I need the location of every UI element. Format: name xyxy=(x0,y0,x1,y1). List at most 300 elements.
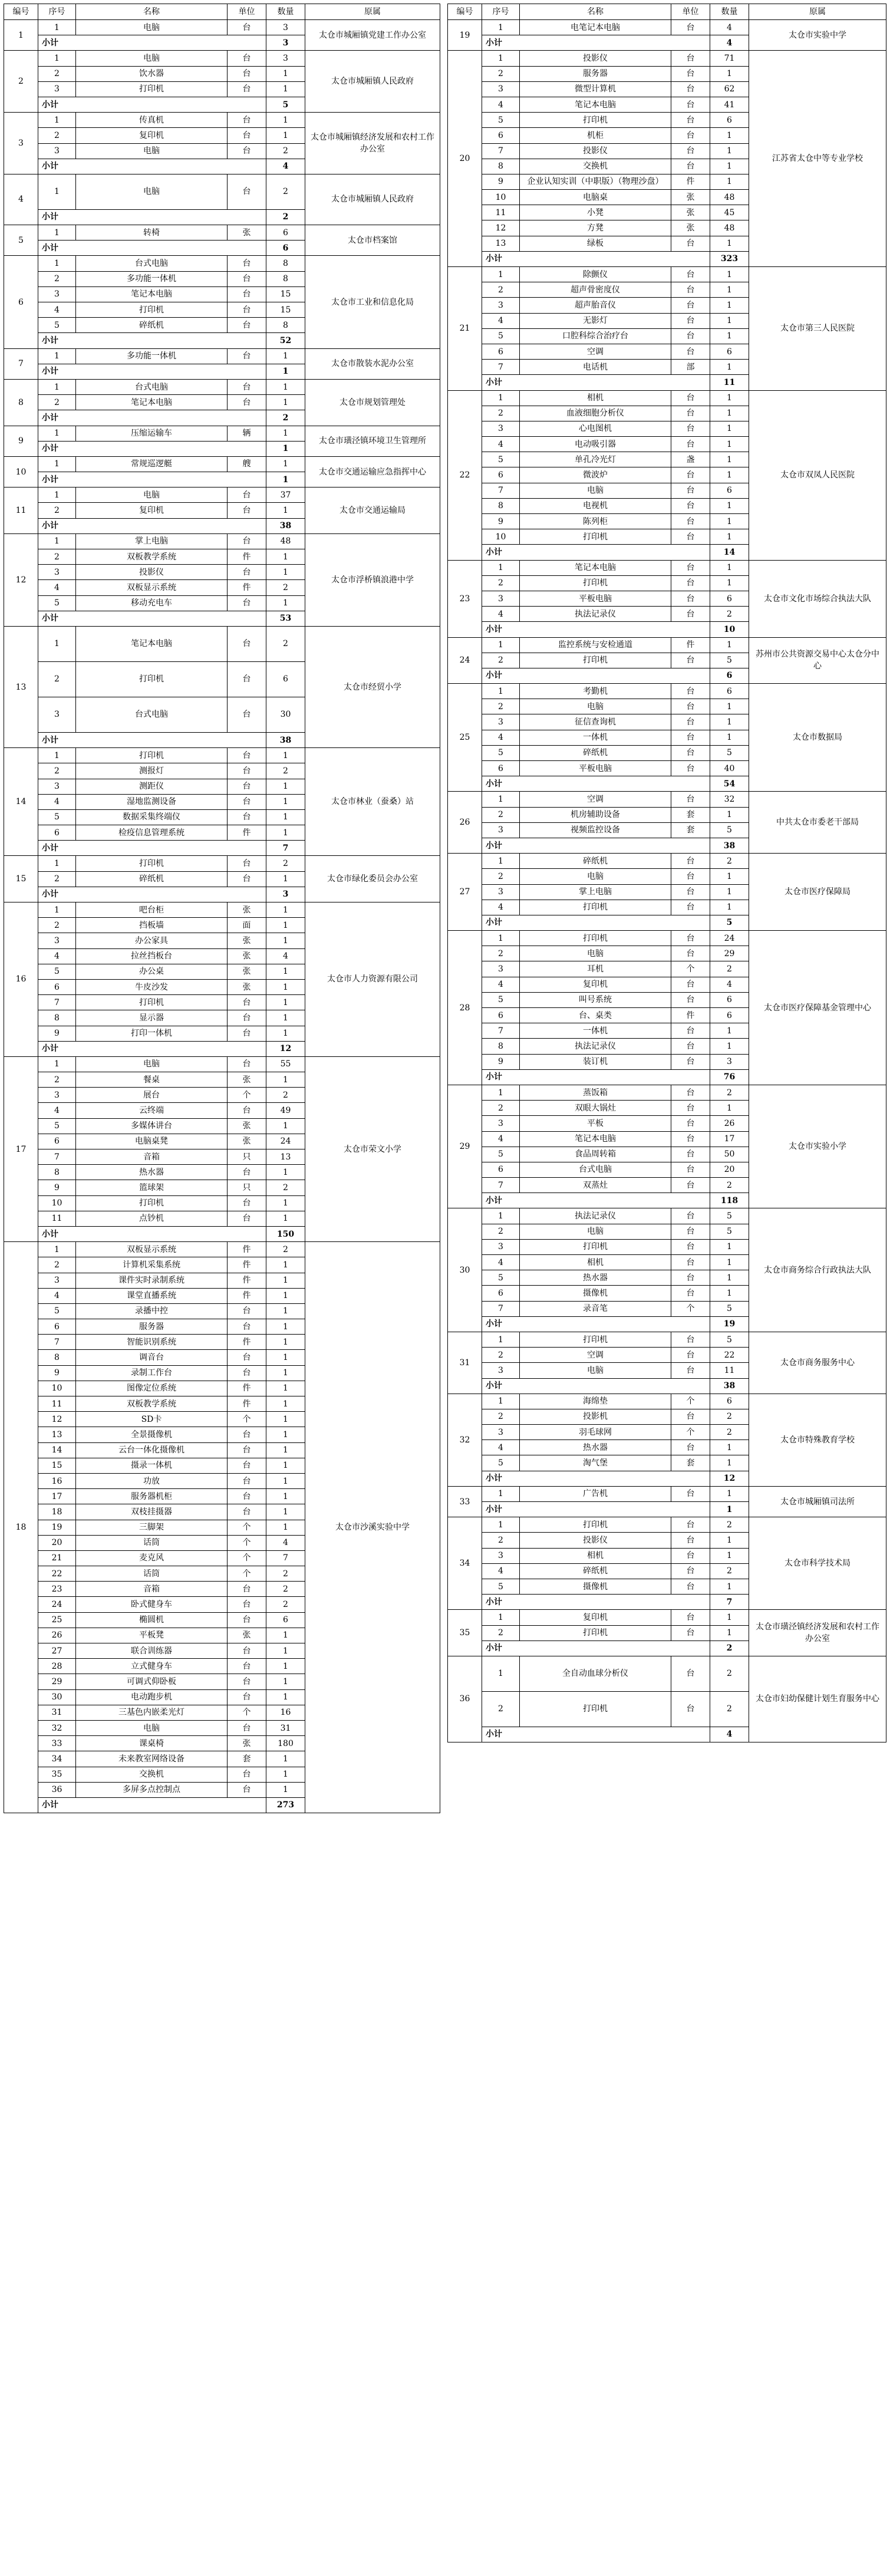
item-unit: 台 xyxy=(671,884,710,900)
item-qty: 37 xyxy=(266,487,305,503)
item-name: 湿地监测设备 xyxy=(76,794,228,809)
item-qty: 48 xyxy=(266,533,305,549)
item-seq: 6 xyxy=(482,467,520,483)
item-unit: 台 xyxy=(671,869,710,884)
item-name: 相机 xyxy=(520,1255,671,1270)
item-qty: 2 xyxy=(710,854,749,869)
item-seq: 7 xyxy=(482,360,520,375)
item-seq: 33 xyxy=(38,1736,76,1751)
item-unit: 台 xyxy=(228,286,266,302)
item-name: 音箱 xyxy=(76,1582,228,1597)
table-row xyxy=(4,856,440,871)
item-unit: 台 xyxy=(671,20,710,35)
col-no-header: 编号 xyxy=(448,4,482,20)
item-qty: 2 xyxy=(266,1180,305,1195)
item-name: 碎纸机 xyxy=(520,1563,671,1579)
item-seq: 1 xyxy=(482,390,520,406)
item-name: 挡板墙 xyxy=(76,918,228,933)
item-unit: 件 xyxy=(228,1335,266,1350)
item-seq: 4 xyxy=(482,1563,520,1579)
item-unit: 台 xyxy=(228,565,266,580)
item-seq: 1 xyxy=(38,348,76,364)
col-qty-header: 数量 xyxy=(710,4,749,20)
item-unit: 台 xyxy=(228,66,266,81)
item-qty: 1 xyxy=(266,565,305,580)
group-number: 24 xyxy=(448,637,482,684)
asset-table-right xyxy=(447,4,886,1742)
item-qty: 2 xyxy=(266,580,305,595)
item-unit: 台 xyxy=(671,1239,710,1254)
item-seq: 5 xyxy=(38,318,76,333)
item-qty: 1 xyxy=(710,1548,749,1563)
item-qty: 1 xyxy=(710,1039,749,1054)
item-name: 一体机 xyxy=(520,1023,671,1039)
item-qty: 5 xyxy=(710,745,749,760)
subtotal-label: 小计 xyxy=(38,364,266,379)
subtotal-label: 小计 xyxy=(38,1226,266,1241)
item-qty: 1 xyxy=(710,884,749,900)
item-seq: 18 xyxy=(38,1504,76,1520)
item-unit: 台 xyxy=(671,1224,710,1239)
item-name: 餐桌 xyxy=(76,1072,228,1088)
item-unit: 台 xyxy=(671,745,710,760)
item-unit: 台 xyxy=(671,560,710,575)
asset-table-left xyxy=(4,4,440,1813)
item-seq: 7 xyxy=(482,143,520,159)
item-unit: 台 xyxy=(228,626,266,661)
item-name: 打印机 xyxy=(76,81,228,97)
subtotal-label: 小计 xyxy=(38,887,266,902)
item-unit: 台 xyxy=(671,313,710,328)
item-name: 碎纸机 xyxy=(520,745,671,760)
item-qty: 2 xyxy=(266,1242,305,1257)
item-qty: 1 xyxy=(710,1610,749,1625)
subtotal-qty: 10 xyxy=(710,622,749,637)
item-name: 复印机 xyxy=(76,503,228,518)
item-seq: 8 xyxy=(482,1039,520,1054)
item-name: 联合训练器 xyxy=(76,1643,228,1659)
subtotal-qty: 4 xyxy=(710,1727,749,1742)
item-unit: 张 xyxy=(228,964,266,979)
item-name: 全景摄像机 xyxy=(76,1427,228,1442)
item-qty: 1 xyxy=(266,809,305,825)
group-number: 27 xyxy=(448,854,482,931)
item-seq: 1 xyxy=(38,902,76,918)
item-unit: 台 xyxy=(228,318,266,333)
item-qty: 2 xyxy=(266,763,305,779)
item-qty: 1 xyxy=(710,467,749,483)
item-seq: 2 xyxy=(38,1257,76,1273)
item-seq: 5 xyxy=(38,1303,76,1319)
item-qty: 1 xyxy=(710,514,749,529)
item-name: 平板电脑 xyxy=(520,761,671,776)
item-unit: 台 xyxy=(228,856,266,871)
group-number: 33 xyxy=(448,1486,482,1517)
subtotal-label: 小计 xyxy=(482,1069,710,1085)
item-qty: 1 xyxy=(266,1319,305,1335)
item-unit: 台 xyxy=(671,390,710,406)
item-unit: 台 xyxy=(671,81,710,97)
item-name: 打印机 xyxy=(520,529,671,545)
group-owner: 太仓市工业和信息化局 xyxy=(305,256,440,348)
item-qty: 1 xyxy=(266,964,305,979)
item-seq: 7 xyxy=(482,1178,520,1193)
item-unit: 台 xyxy=(228,1442,266,1458)
item-unit: 台 xyxy=(228,661,266,697)
item-seq: 3 xyxy=(38,81,76,97)
item-name: 拉丝挡板台 xyxy=(76,948,228,964)
item-name: 电脑 xyxy=(76,174,228,209)
item-seq: 8 xyxy=(482,498,520,513)
item-unit: 台 xyxy=(228,487,266,503)
item-name: 打印机 xyxy=(76,856,228,871)
group-owner: 太仓市浮桥镇浪港中学 xyxy=(305,533,440,626)
item-unit: 台 xyxy=(671,1363,710,1378)
table-row xyxy=(448,51,886,66)
item-unit: 台 xyxy=(671,529,710,545)
item-seq: 1 xyxy=(38,225,76,241)
item-qty: 1 xyxy=(266,1504,305,1520)
item-unit: 个 xyxy=(671,1425,710,1440)
item-qty: 1 xyxy=(266,1026,305,1041)
item-qty: 2 xyxy=(710,1563,749,1579)
item-unit: 台 xyxy=(228,143,266,159)
item-unit: 台 xyxy=(671,1440,710,1455)
item-qty: 7 xyxy=(266,1550,305,1566)
subtotal-label: 小计 xyxy=(38,1041,266,1056)
item-qty: 2 xyxy=(266,1566,305,1582)
header-row xyxy=(4,4,440,20)
item-name: 测报灯 xyxy=(76,763,228,779)
group-number: 7 xyxy=(4,348,38,379)
item-name: 录播中控 xyxy=(76,1303,228,1319)
group-number: 25 xyxy=(448,684,482,792)
table-row xyxy=(4,256,440,271)
item-seq: 5 xyxy=(482,745,520,760)
subtotal-label: 小计 xyxy=(482,915,710,930)
item-unit: 台 xyxy=(228,128,266,143)
item-qty: 1 xyxy=(266,902,305,918)
item-seq: 4 xyxy=(482,437,520,452)
item-seq: 5 xyxy=(482,1579,520,1594)
item-qty: 1 xyxy=(710,236,749,251)
item-unit: 套 xyxy=(228,1751,266,1767)
item-name: 碎纸机 xyxy=(520,854,671,869)
group-number: 10 xyxy=(4,456,38,487)
item-unit: 台 xyxy=(671,1625,710,1641)
subtotal-qty: 4 xyxy=(266,159,305,174)
item-unit: 台 xyxy=(228,1427,266,1442)
item-seq: 9 xyxy=(38,1026,76,1041)
item-seq: 7 xyxy=(38,995,76,1010)
item-qty: 6 xyxy=(710,113,749,128)
item-qty: 1 xyxy=(710,1255,749,1270)
item-qty: 1 xyxy=(266,1257,305,1273)
item-seq: 10 xyxy=(38,1381,76,1396)
item-name: 打印机 xyxy=(76,748,228,763)
item-unit: 套 xyxy=(671,807,710,822)
item-name: 平板凳 xyxy=(76,1628,228,1643)
table-row xyxy=(448,267,886,282)
item-seq: 2 xyxy=(38,918,76,933)
item-name: 电脑 xyxy=(76,20,228,35)
item-seq: 10 xyxy=(38,1195,76,1211)
item-name: 淘气堡 xyxy=(520,1455,671,1471)
item-name: 饮水器 xyxy=(76,66,228,81)
subtotal-label: 小计 xyxy=(38,241,266,256)
item-unit: 张 xyxy=(228,225,266,241)
item-qty: 1 xyxy=(266,128,305,143)
item-unit: 件 xyxy=(228,1288,266,1303)
item-name: 投影仪 xyxy=(520,1533,671,1548)
subtotal-label: 小计 xyxy=(482,35,710,51)
subtotal-qty: 5 xyxy=(710,915,749,930)
item-name: 征信查询机 xyxy=(520,714,671,730)
item-unit: 台 xyxy=(671,1162,710,1177)
item-unit: 台 xyxy=(671,1656,710,1691)
item-name: 超声骨密度仪 xyxy=(520,282,671,298)
item-qty: 1 xyxy=(266,1118,305,1134)
subtotal-qty: 54 xyxy=(710,776,749,792)
item-name: 办公桌 xyxy=(76,964,228,979)
item-qty: 1 xyxy=(266,794,305,809)
item-name: 三脚架 xyxy=(76,1520,228,1535)
item-name: 可调式仰卧板 xyxy=(76,1674,228,1689)
item-qty: 2 xyxy=(266,1582,305,1597)
item-unit: 台 xyxy=(228,1195,266,1211)
item-unit: 台 xyxy=(671,607,710,622)
item-name: 篮球架 xyxy=(76,1180,228,1195)
item-qty: 1 xyxy=(710,1455,749,1471)
item-qty: 1 xyxy=(266,456,305,472)
item-qty: 1 xyxy=(710,452,749,467)
item-unit: 台 xyxy=(671,498,710,513)
item-unit: 台 xyxy=(671,1348,710,1363)
item-unit: 台 xyxy=(671,1548,710,1563)
item-unit: 台 xyxy=(228,697,266,732)
item-unit: 台 xyxy=(671,267,710,282)
item-seq: 3 xyxy=(38,933,76,948)
item-qty: 1 xyxy=(710,313,749,328)
item-unit: 张 xyxy=(671,190,710,205)
item-seq: 5 xyxy=(482,1147,520,1162)
subtotal-qty: 38 xyxy=(266,518,305,533)
group-owner: 太仓市妇幼保健计划生育服务中心 xyxy=(749,1656,886,1742)
item-seq: 3 xyxy=(482,81,520,97)
table-row xyxy=(4,426,440,441)
item-name: 服务器 xyxy=(76,1319,228,1335)
item-qty: 1 xyxy=(266,1458,305,1473)
item-unit: 台 xyxy=(228,1767,266,1782)
item-qty: 2 xyxy=(710,607,749,622)
item-qty: 2 xyxy=(266,143,305,159)
item-seq: 5 xyxy=(38,595,76,611)
subtotal-qty: 76 xyxy=(710,1069,749,1085)
item-name: 双蒸灶 xyxy=(520,1178,671,1193)
item-unit: 台 xyxy=(671,653,710,668)
item-qty: 1 xyxy=(266,1365,305,1381)
item-name: 热水器 xyxy=(76,1165,228,1180)
group-number: 18 xyxy=(4,1242,38,1813)
item-unit: 台 xyxy=(228,113,266,128)
item-name: 智能识别系统 xyxy=(76,1335,228,1350)
item-seq: 10 xyxy=(482,529,520,545)
subtotal-qty: 38 xyxy=(266,732,305,747)
item-seq: 2 xyxy=(482,1625,520,1641)
subtotal-label: 小计 xyxy=(482,838,710,853)
item-name: 展台 xyxy=(76,1088,228,1103)
item-seq: 1 xyxy=(38,456,76,472)
item-seq: 1 xyxy=(482,1208,520,1224)
item-seq: 5 xyxy=(482,1455,520,1471)
item-unit: 台 xyxy=(671,113,710,128)
item-name: 笔记本电脑 xyxy=(76,626,228,661)
item-seq: 12 xyxy=(482,220,520,236)
item-seq: 1 xyxy=(38,626,76,661)
item-unit: 台 xyxy=(671,1286,710,1301)
item-name: 投影仪 xyxy=(76,565,228,580)
subtotal-label: 小计 xyxy=(482,776,710,792)
item-name: 电脑 xyxy=(76,1720,228,1735)
item-seq: 8 xyxy=(38,1350,76,1365)
item-name: 电脑 xyxy=(520,1363,671,1378)
item-qty: 1 xyxy=(266,1643,305,1659)
item-name: 叫号系统 xyxy=(520,992,671,1007)
item-name: 录音笔 xyxy=(520,1301,671,1316)
table-row xyxy=(4,748,440,763)
item-qty: 20 xyxy=(710,1162,749,1177)
item-seq: 1 xyxy=(482,1517,520,1533)
item-qty: 1 xyxy=(266,1165,305,1180)
item-name: 打印机 xyxy=(76,302,228,318)
subtotal-qty: 6 xyxy=(266,241,305,256)
item-qty: 6 xyxy=(710,1008,749,1023)
item-seq: 6 xyxy=(38,979,76,994)
group-owner: 太仓市档案馆 xyxy=(305,225,440,256)
item-name: 电脑 xyxy=(520,483,671,498)
item-name: 空调 xyxy=(520,344,671,359)
subtotal-qty: 2 xyxy=(266,209,305,225)
group-number: 30 xyxy=(448,1208,482,1332)
item-name: 电脑 xyxy=(76,51,228,66)
item-qty: 1 xyxy=(710,1239,749,1254)
item-name: 小凳 xyxy=(520,205,671,220)
item-seq: 1 xyxy=(38,51,76,66)
item-unit: 台 xyxy=(671,51,710,66)
item-unit: 台 xyxy=(228,1582,266,1597)
item-name: 检疫信息管理系统 xyxy=(76,825,228,841)
item-qty: 1 xyxy=(710,128,749,143)
item-name: 无影灯 xyxy=(520,313,671,328)
item-unit: 台 xyxy=(228,1689,266,1705)
item-seq: 27 xyxy=(38,1643,76,1659)
item-qty: 1 xyxy=(266,1489,305,1504)
item-seq: 21 xyxy=(38,1550,76,1566)
item-qty: 1 xyxy=(710,1579,749,1594)
item-name: 课堂直播系统 xyxy=(76,1288,228,1303)
subtotal-qty: 3 xyxy=(266,887,305,902)
item-qty: 1 xyxy=(266,1010,305,1026)
item-seq: 1 xyxy=(38,379,76,394)
item-seq: 1 xyxy=(38,426,76,441)
item-unit: 个 xyxy=(228,1520,266,1535)
item-unit: 台 xyxy=(228,1303,266,1319)
item-unit: 台 xyxy=(228,1659,266,1674)
table-row xyxy=(4,1056,440,1072)
item-unit: 个 xyxy=(228,1566,266,1582)
group-owner: 太仓市经贸小学 xyxy=(305,626,440,747)
item-name: 打印机 xyxy=(76,1195,228,1211)
item-unit: 件 xyxy=(228,580,266,595)
table-row xyxy=(4,51,440,66)
item-qty: 6 xyxy=(266,1612,305,1628)
item-name: 电脑 xyxy=(76,143,228,159)
item-unit: 部 xyxy=(671,360,710,375)
item-unit: 台 xyxy=(228,1026,266,1041)
item-qty: 1 xyxy=(266,348,305,364)
item-qty: 4 xyxy=(710,20,749,35)
item-qty: 3 xyxy=(266,20,305,35)
group-owner: 太仓市散装水泥办公室 xyxy=(305,348,440,379)
item-unit: 台 xyxy=(671,406,710,421)
subtotal-label: 小计 xyxy=(38,159,266,174)
item-name: 打印机 xyxy=(520,1517,671,1533)
item-unit: 台 xyxy=(671,684,710,699)
item-name: 食品周转箱 xyxy=(520,1147,671,1162)
item-qty: 1 xyxy=(710,1101,749,1116)
item-qty: 1 xyxy=(710,807,749,822)
item-seq: 2 xyxy=(482,1533,520,1548)
item-name: 卧式健身车 xyxy=(76,1597,228,1612)
item-qty: 1 xyxy=(710,529,749,545)
item-seq: 2 xyxy=(482,1691,520,1727)
group-number: 13 xyxy=(4,626,38,747)
item-qty: 1 xyxy=(266,1288,305,1303)
table-row xyxy=(448,1332,886,1347)
item-unit: 台 xyxy=(228,809,266,825)
table-row xyxy=(448,792,886,807)
item-unit: 件 xyxy=(228,1381,266,1396)
item-qty: 2 xyxy=(266,626,305,661)
item-name: 血液细胞分析仪 xyxy=(520,406,671,421)
subtotal-label: 小计 xyxy=(38,410,266,426)
item-seq: 3 xyxy=(482,822,520,838)
item-qty: 6 xyxy=(710,344,749,359)
item-name: 超声胎音仪 xyxy=(520,298,671,313)
item-unit: 件 xyxy=(228,1273,266,1288)
group-owner: 太仓市沙溪实验中学 xyxy=(305,1242,440,1813)
item-seq: 31 xyxy=(38,1705,76,1720)
item-name: 笔记本电脑 xyxy=(520,560,671,575)
item-name: 耳机 xyxy=(520,961,671,977)
item-seq: 4 xyxy=(38,794,76,809)
item-unit: 台 xyxy=(671,282,710,298)
item-qty: 1 xyxy=(266,1396,305,1412)
subtotal-qty: 38 xyxy=(710,1378,749,1394)
group-owner: 太仓市第三人民医院 xyxy=(749,267,886,391)
item-unit: 个 xyxy=(671,961,710,977)
item-qty: 1 xyxy=(266,871,305,887)
item-unit: 台 xyxy=(671,1023,710,1039)
item-seq: 6 xyxy=(38,1134,76,1149)
item-seq: 4 xyxy=(482,1440,520,1455)
item-qty: 1 xyxy=(710,390,749,406)
item-qty: 3 xyxy=(266,51,305,66)
item-name: 监控系统与安检通道 xyxy=(520,637,671,653)
item-name: 常规巡逻艇 xyxy=(76,456,228,472)
group-number: 8 xyxy=(4,379,38,426)
item-name: 三基色内嵌柔光灯 xyxy=(76,1705,228,1720)
